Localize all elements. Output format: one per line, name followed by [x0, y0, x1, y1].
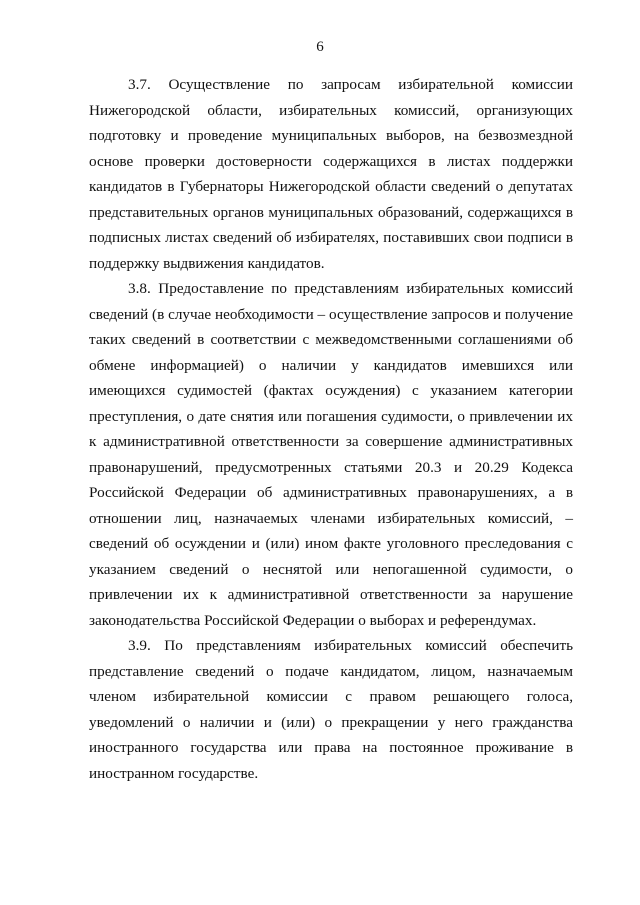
clause-text: По представлениям избирательных комиссий обеспечить представление сведений о подаче кандидатом, лицом, назначаемым членом избирательной комиссии с правом решающего голоса, уведомлений о наличии и (или) о прекращении у него гражданства иностранного государства или права на постоянное проживание в иностранном государстве.: [89, 637, 574, 782]
clause-3-8: [89, 276, 573, 633]
document-body: [89, 72, 573, 786]
clause-number: 3.8.: [128, 280, 151, 297]
page-number: 6: [316, 39, 324, 55]
clause-text: Предоставление по представлениям избирательных комиссий сведений (в случае необходимости – осуществление запросов и получение таких сведений в соответствии с межведомственными соглашениями об обмене информацией) о наличии у кандидатов имевшихся или имеющихся судимостей (фактах осуждения) с указанием категории преступления, о дате снятия или погашения судимости, о привлечении их к административной ответственности за совершение административных правонарушений, предусмотренных статьями 20.3 и 20.29 Кодекса Российской Федерации об административных правонарушениях, а в отношении лиц, назначаемых членами избирательных комиссий, – сведений об осуждении и (или) ином факте уголовного преследования с указанием сведений о неснятой или непогашенной судимости, о привлечении их к административной ответственности за нарушение законодательства Российской Федерации о выборах и референдумах.: [89, 280, 574, 629]
clause-number: 3.7.: [128, 76, 151, 93]
clause-number: 3.9.: [128, 637, 151, 654]
clause-3-9: [89, 633, 573, 786]
clause-3-7: [89, 72, 573, 276]
clause-text: Осуществление по запросам избирательной комиссии Нижегородской области, избирательных комиссий, организующих подготовку и проведение муниципальных выборов, на безвозмездной основе проверки достоверности содержащихся в листах поддержки кандидатов в Губернаторы Нижегородской области сведений о депутатах представительных органов муниципальных образований, содержащихся в подписных листах сведений об избирателях, поставивших свои подписи в поддержку выдвижения кандидатов.: [89, 76, 573, 272]
